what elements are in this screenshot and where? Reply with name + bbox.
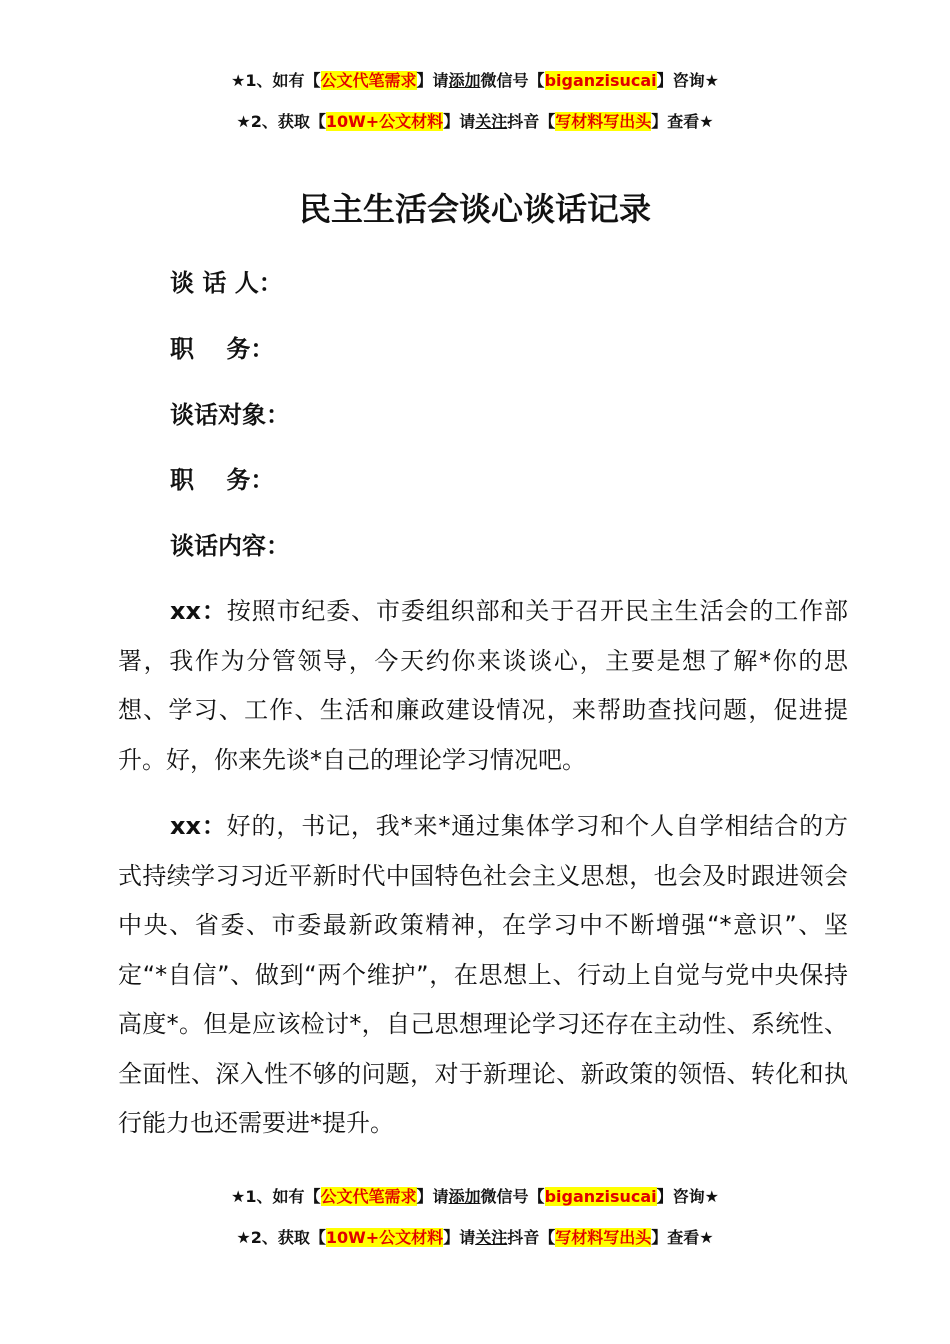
dialogue-paragraph bbox=[118, 802, 848, 1149]
promo-underlined: 关注 bbox=[475, 1228, 508, 1247]
document-title: 民主生活会谈心谈话记录 bbox=[298, 190, 651, 228]
promo-highlight-wechat-id: biganzisucai bbox=[544, 1187, 657, 1206]
dialogue-paragraph bbox=[118, 587, 848, 785]
footer-promo-line-1 bbox=[0, 1186, 950, 1208]
promo-text: ★1、如有【 bbox=[231, 1187, 321, 1206]
paragraph-text: 按照市纪委、市委组织部和关于召开民主生活会的工作部署，我作为分管领导，今天约你来谈谈心，主要是想了解*你的思想、学习、工作、生活和廉政建设情况，来帮助查找问题，促进提升。好，你来先谈*自己的理论学习情况吧。 bbox=[118, 597, 848, 774]
promo-highlight: 10W+公文材料 bbox=[325, 1228, 444, 1247]
field-target-post: 职 务： bbox=[170, 466, 275, 494]
promo-text: 抖音【 bbox=[507, 1228, 556, 1247]
speaker-label: xx： bbox=[170, 597, 227, 625]
promo-text: 】咨询★ bbox=[656, 1187, 719, 1206]
promo-text: ★2、获取【 bbox=[236, 1228, 326, 1247]
field-talker: 谈 话 人： bbox=[170, 269, 283, 297]
promo-highlight: 公文代笔需求 bbox=[320, 1187, 417, 1206]
promo-highlight: 公文代笔需求 bbox=[320, 71, 417, 90]
promo-text: 微信号【 bbox=[480, 71, 545, 90]
promo-text: 】请 bbox=[443, 1228, 476, 1247]
promo-text: 】请 bbox=[416, 1187, 449, 1206]
promo-highlight: 10W+公文材料 bbox=[325, 112, 444, 131]
promo-underlined: 添加 bbox=[448, 71, 481, 90]
promo-text: ★2、获取【 bbox=[236, 112, 326, 131]
promo-underlined: 关注 bbox=[475, 112, 508, 131]
promo-text: 】查看★ bbox=[651, 1228, 714, 1247]
promo-underlined: 添加 bbox=[448, 1187, 481, 1206]
field-post: 职 务： bbox=[170, 335, 275, 363]
field-target: 谈话对象： bbox=[170, 401, 290, 429]
promo-text: 】请 bbox=[443, 112, 476, 131]
promo-text: 】请 bbox=[416, 71, 449, 90]
promo-text: 抖音【 bbox=[507, 112, 556, 131]
promo-text: ★1、如有【 bbox=[231, 71, 321, 90]
promo-highlight-wechat-id: biganzisucai bbox=[544, 71, 657, 90]
promo-text: 】查看★ bbox=[651, 112, 714, 131]
promo-text: 微信号【 bbox=[480, 1187, 545, 1206]
paragraph-text: 好的，书记，我*来*通过集体学习和个人自学相结合的方式持续学习习近平新时代中国特色社会主义思想，也会及时跟进领会中央、省委、市委最新政策精神，在学习中不断增强“*意识”、坚定“*自信”、做到“两个维护”，在思想上、行动上自觉与党中央保持高度*。但是应该检讨*，自己思想理论学习还存在主动性、系统性、全面性、深入性不够的问题，对于新理论、新政策的领悟、转化和执行能力也还需要进*提升。 bbox=[118, 812, 848, 1137]
promo-highlight-douyin-id: 写材料写出头 bbox=[555, 1228, 652, 1247]
field-content: 谈话内容： bbox=[170, 532, 290, 560]
speaker-label: xx： bbox=[170, 812, 227, 840]
promo-highlight-douyin-id: 写材料写出头 bbox=[555, 112, 652, 131]
footer-promo-line-2 bbox=[0, 1227, 950, 1249]
header-promo-line-2 bbox=[0, 111, 950, 133]
header-promo-line-1 bbox=[0, 70, 950, 92]
promo-text: 】咨询★ bbox=[656, 71, 719, 90]
